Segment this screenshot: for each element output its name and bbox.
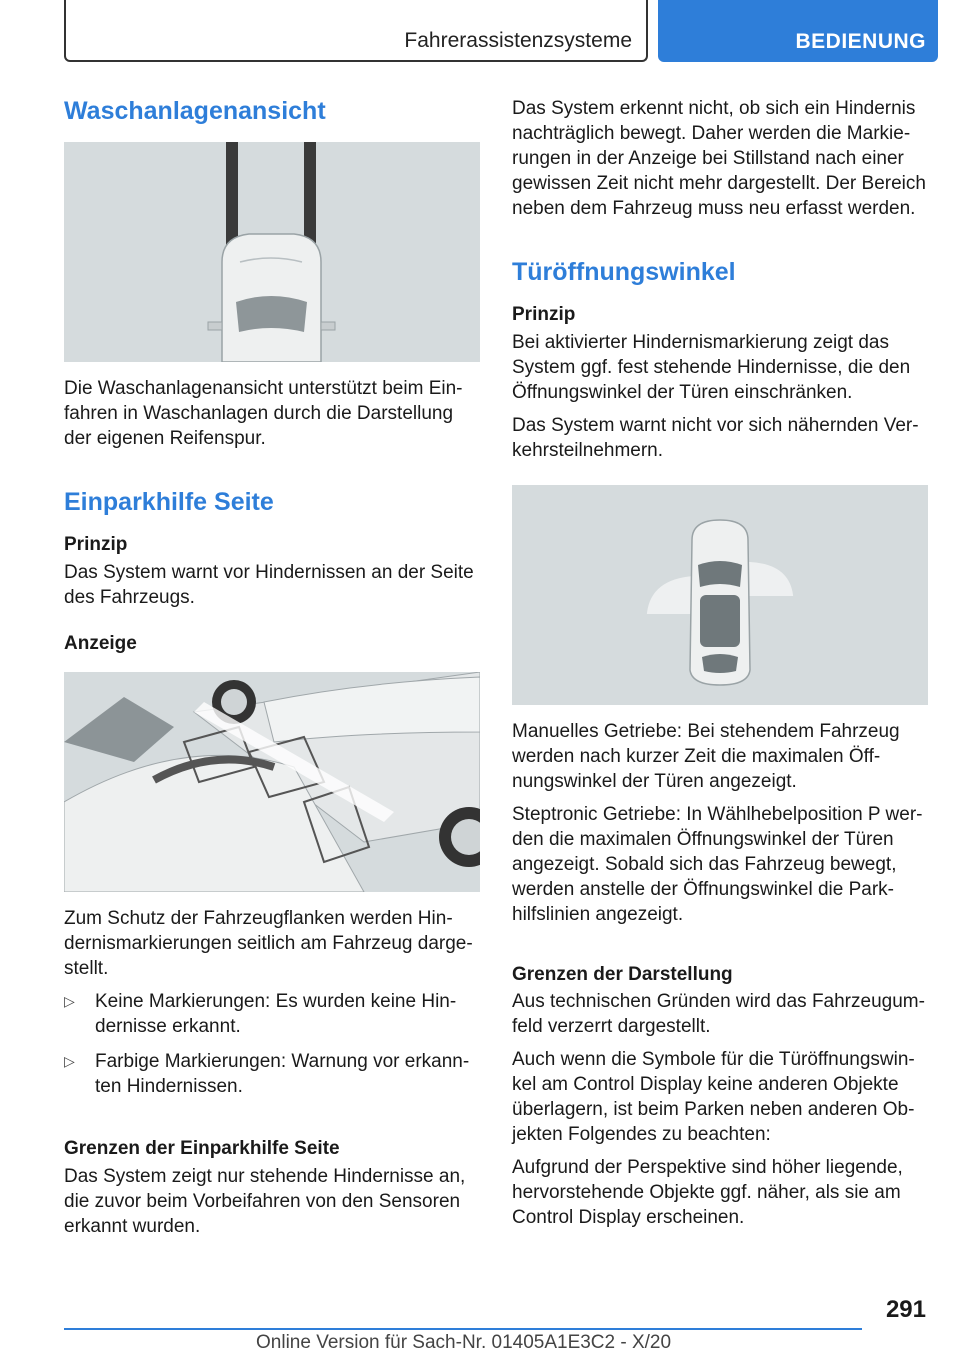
paragraph-grenzen-3: Aufgrund der Perspektive sind höher liegende, hervorstehende Objekte ggf. näher, als sie am Control Display erscheinen. (512, 1157, 903, 1229)
footer-divider (64, 1328, 862, 1330)
door-opening-angle-figure (512, 485, 928, 705)
paragraph-prinzip-1: Bei aktivierter Hindernismarkierung zeigt das System ggf. fest stehende Hindernisse, die den Öffnungswinkel der Türen einschränken. (512, 331, 911, 403)
left-column (64, 96, 480, 1247)
subheading-prinzip: Prinzip (512, 304, 576, 325)
section-tab (64, 0, 648, 62)
car-wash-view-figure (64, 142, 480, 362)
subheading-prinzip: Prinzip (64, 534, 128, 555)
heading-tueroeffnungswinkel: Türöffnungswinkel (512, 258, 736, 286)
paragraph-prinzip-2: Das System warnt nicht vor sich nähernden Verkehrsteilnehmern. (512, 414, 919, 461)
chapter-title: BEDIENUNG (795, 30, 926, 53)
list-item: ▷ Keine Markierungen: Es wurden keine Hindernisse erkannt. (64, 991, 457, 1038)
heading-waschanlagenansicht: Waschanlagenansicht (64, 97, 326, 125)
paragraph-prinzip: Das System warnt vor Hindernissen an der Seite des Fahrzeugs. (64, 561, 474, 608)
section-title: Fahrerassistenzsysteme (404, 29, 632, 52)
paragraph-grenzen-2: Auch wenn die Symbole für die Türöffnungswinkel am Control Display keine anderen Objekte überlagern, ist beim Parken neben anderen Objekten Folgendes zu beachten: (512, 1049, 915, 1146)
paragraph-wasch: Die Waschanlagenansicht unterstützt beim Einfahren in Waschanlagen durch die Darstellung der eigenen Reifenspur. (64, 378, 463, 449)
paragraph-grenzen: Das System zeigt nur stehende Hindernisse an, die zuvor beim Vorbeifahren von den Sensoren erkannt wurden. (64, 1166, 466, 1238)
subheading-grenzen-einparkhilfe: Grenzen der Einparkhilfe Seite (64, 1138, 340, 1160)
paragraph-intro: Das System erkennt nicht, ob sich ein Hindernis nachträglich bewegt. Daher werden die Markierungen in der Anzeige bei Stillstand nach einer gewissen Zeit nicht mehr dargestellt. Der Bereich neben dem Fahrzeug muss neu erfasst werden. (512, 98, 926, 219)
chapter-badge (658, 0, 938, 62)
page-footer (0, 1296, 960, 1362)
version-note: Online Version für Sach-Nr. 01405A1E3C2 - X/20 (256, 1332, 672, 1353)
page-number: 291 (885, 1296, 926, 1323)
side-parking-assist-figure (64, 672, 480, 892)
subheading-grenzen-darstellung: Grenzen der Darstellung (512, 963, 733, 985)
page-header (0, 0, 960, 66)
paragraph-manuell: Manuelles Getriebe: Bei stehendem Fahrzeug werden nach kurzer Zeit die maximalen Öffnungswinkel der Türen angezeigt. (512, 720, 900, 792)
list-item: ▷ Farbige Markierungen: Warnung vor erkannten Hindernissen. (64, 1051, 470, 1098)
triangle-bullet-icon: ▷ (64, 1053, 75, 1070)
heading-einparkhilfe-seite: Einparkhilfe Seite (64, 488, 274, 516)
paragraph-grenzen-1: Aus technischen Gründen wird das Fahrzeugumfeld verzerrt dargestellt. (512, 991, 925, 1038)
triangle-bullet-icon: ▷ (64, 993, 75, 1010)
paragraph-steptronic: Steptronic Getriebe: In Wählhebelposition P werden die maximalen Öffnungswinkel der Türen angezeigt. Sobald sich das Fahrzeug bewegt, werden anstelle der Öffnungswinkel die Parkhilfslinien angezeigt. (512, 803, 923, 925)
subheading-anzeige: Anzeige (64, 632, 137, 654)
paragraph-anzeige: Zum Schutz der Fahrzeugflanken werden Hindernismarkierungen seitlich am Fahrzeug dargestellt. (64, 908, 473, 980)
right-column (512, 96, 928, 1238)
marker-list (64, 989, 480, 1099)
